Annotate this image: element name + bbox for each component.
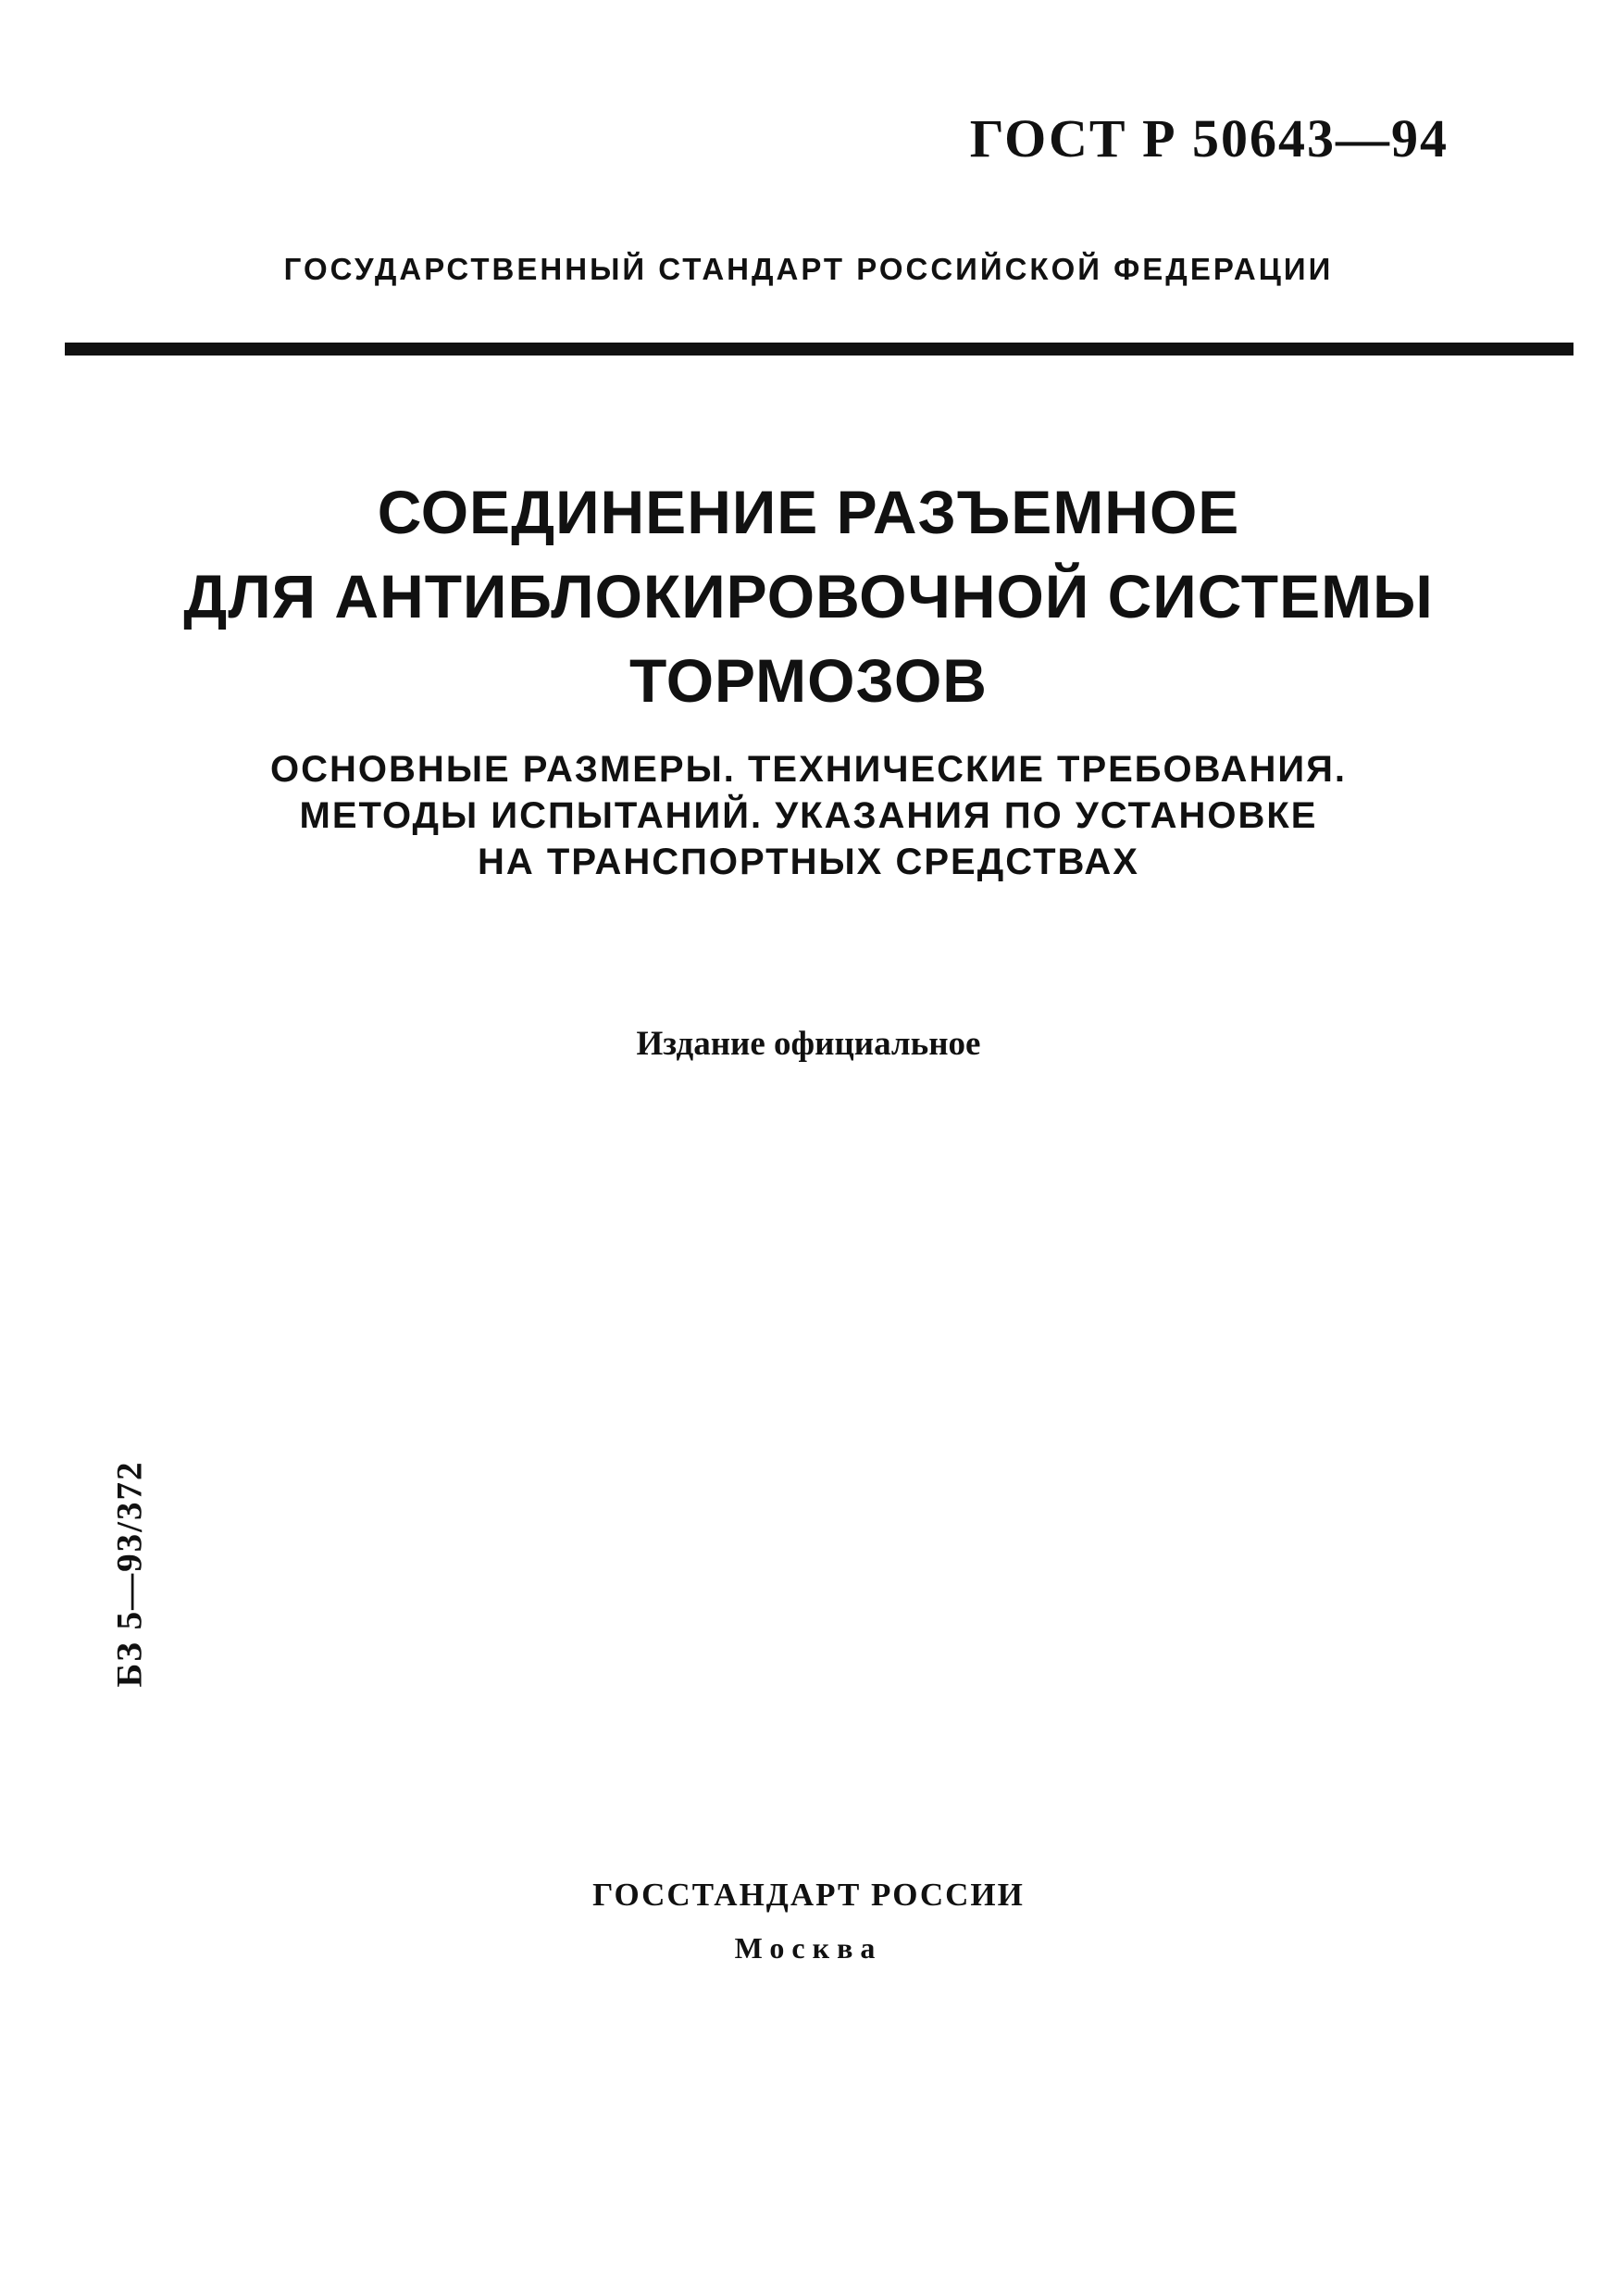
title-line: ТОРМОЗОВ [629,646,988,715]
city: Москва [734,1931,883,1965]
header-divider [65,343,1573,356]
title-line: ДЛЯ АНТИБЛОКИРОВОЧНОЙ СИСТЕМЫ [183,562,1434,630]
header-state-standard: ГОСУДАРСТВЕННЫЙ СТАНДАРТ РОССИЙСКОЙ ФЕДЕРАЦИИ [283,252,1334,286]
standard-number: ГОСТ Р 50643—94 [969,108,1449,168]
document-title [0,470,1617,723]
document-subtitle [0,746,1617,885]
publisher: ГОССТАНДАРТ РОССИИ [592,1877,1025,1913]
subtitle-line: НА ТРАНСПОРТНЫХ СРЕДСТВАХ [478,842,1139,882]
side-code-text: БЗ 5—93/372 [109,1460,150,1688]
subtitle-line: МЕТОДЫ ИСПЫТАНИЙ. УКАЗАНИЯ ПО УСТАНОВКЕ [299,795,1318,836]
edition-label: Издание официальное [636,1025,981,1063]
title-line: СОЕДИНЕНИЕ РАЗЪЕМНОЕ [377,478,1240,546]
subtitle-line: ОСНОВНЫЕ РАЗМЕРЫ. ТЕХНИЧЕСКИЕ ТРЕБОВАНИЯ. [270,749,1347,790]
